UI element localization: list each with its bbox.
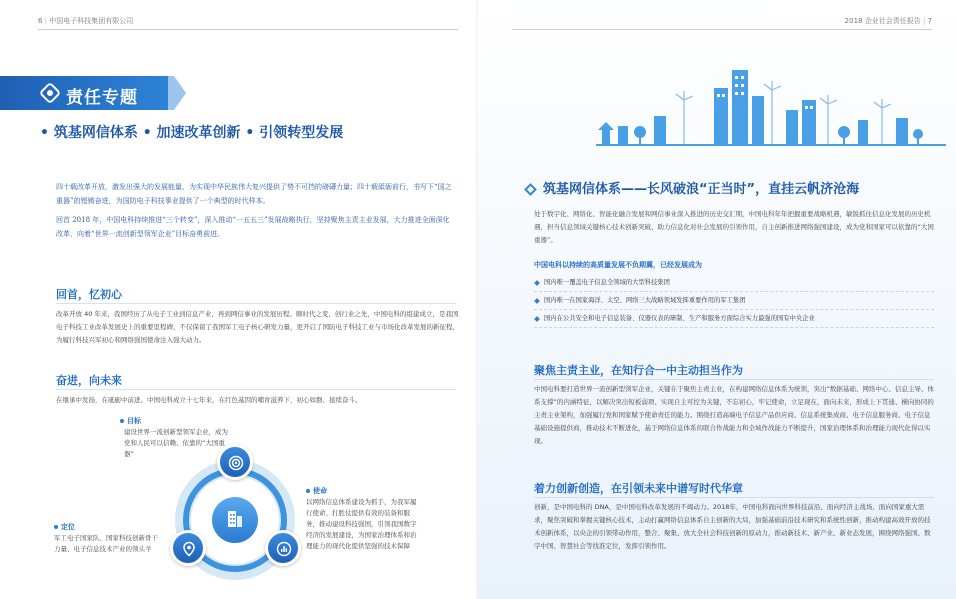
right-intro-body: 处于数字化、网络化、智能化融合发展和网信事业深入推进的历史交汇期，中国电科年年把握重要战略机遇，敏锐抓住信息化发展的历史机遇，担当信息领域关键核心技术创新突破、助力信息化对社会发展的引领作用，自主创新推进网络强国建设，成为党和国家可以依靠的“大国重器”。 [534,210,934,244]
achievement-list [534,274,934,328]
location-pin-icon [170,530,206,566]
intro-paragraph-1: 四十载改革开放，激发出强大的发展能量，为实现中华民族伟大复兴提供了势不可挡的磅礴力量；四十载砥砺前行，书写下“国之重器”的铿锵奋进，为国防电子科技事业提供了一个典型的时代样本。 [56,183,452,205]
position-text: 军工电子国家队、国家科技创新骨干力量、电子信息技术产业的领头羊 [54,534,158,553]
list-item: 国内唯一覆盖电子信息全领域的大型科技集团 [534,274,934,292]
position-title: 定位 [54,522,164,533]
building-icon [225,507,245,529]
organization-name: 中国电子科技集团有限公司 [49,17,134,25]
goal-text: 建设世界一流创新型领军企业，成为党和人民可以信赖、依靠的“大国重器” [124,428,228,458]
left-page-header: 6 | 中国电子科技集团有限公司 [38,16,458,30]
goal-title: 目标 [120,416,230,427]
section-divider [56,389,456,390]
section-body-recall: 改革开放 40 年来，我国经历了从电子工业到信息产业，再到网信事业的发展历程。顺时代之变，创行业之先，中国电科的组建成立，是我国电子科技工业改革发展史上的重要里程碑，不仅保留了我国军工电子核心研发力量，更开启了国防电子科技工业与市场化改革发展的新征程，为履行科技兴军初心和网络强国使命注入强大动力。 [56,310,459,344]
list-item: 国内在公共安全和电子信息装备、仪器仪表的研制、生产和服务方面综合实力最强的国有中央企业 [534,310,934,328]
achievement-subtitle: 中国电科以持续的高质量发展不负期冀，已经发展成为 [534,261,702,269]
section-body-focus: 中国电科要打造世界一流创新型领军企业，关键在于聚焦主责主业，在构建网络信息体系为统领，突出“数据基础、网络中心、信息主导、体系支撑”的内涵特征，以解决突出短板弱项、实现自主可控为关键，不忘初心，牢记使命，立足现在，面向未来，形成上下贯通、横向协同的主责主业架构，加强履行党和国家赋予使命责任的能力。围绕打造高端电子信息产品供应商、信息系统集成商、电子信息服务商、电子信息基础设施提供商，推动技术不断进化，基于网络信息体系的联合作战能力和全域作战能力不断提升，国家治理体系和治理能力现代化得以实现。 [534,385,934,445]
page-number: 6 [38,17,43,25]
section-title-forward: 奋进，向未来 [56,374,122,387]
section-title-innovation: 着力创新创造，在引领未来中谱写时代华章 [534,482,743,495]
list-item: 国内唯一在国家海洋、太空、网络三大战略领域发挥重要作用的军工集团 [534,292,934,310]
section-body-innovation: 创新，是中国电科的 DNA，是中国电科改革发展的不竭动力。2018年，中国电科面向世界科技前沿、面向经济主战场、面向国家重大需求，聚焦突破和掌握关键核心技术，主动打赢网络信息体系自主创新的大局，加强基础前沿技术研究和系统性创新，推动构建高效开放的技术创新体系，以央企的引领带动作用，整合、聚集、放大全社会科技创新的原动力，推动新技术、新产业、新业态发展，围绕网络强国、数字中国、智慧社会等找准定位，发挥引领作用。 [534,503,931,550]
report-title: 2018 企业社会责任报告 [844,17,921,25]
diamond-icon [524,183,537,196]
page-subtitle: • 筑基网信体系 • 加速改革创新 • 引领转型发展 [40,125,344,141]
section-body-forward: 在继承中发扬，在砥砺中前进。中国电科成立十七年来，在红色基因的哺育滋养下，初心如磐、接续奋斗。 [56,396,362,404]
intro-paragraph-2: 回首 2018 年，中国电科持续推进“三个转变”，深入推动“一五五三”发展战略执行，坚持聚焦主责主业发展，大力推进全面深化改革，向着“世界一流创新型领军企业”目标奋勇前进。 [56,216,450,238]
diagram-label-mission [306,486,418,552]
diagram-label-position [54,522,164,555]
section-title-focus: 聚焦主责主业，在知行合一中主动担当作为 [534,364,743,377]
mission-title: 使命 [306,486,418,497]
right-page [478,0,956,599]
section-divider [56,303,456,304]
section-divider [534,379,934,380]
chart-icon [265,530,301,566]
section-divider [534,497,934,498]
right-page-header: 2018 企业社会责任报告 | 7 [512,16,932,30]
right-section-title [526,178,859,197]
right-title-text: 筑基网信体系——长风破浪“正当时”，直挂云帆济沧海 [543,182,860,197]
banner-stripe [168,76,186,110]
city-skyline-illustration [596,60,946,148]
banner-title: 责任专题 [66,88,138,108]
diagram-label-goal [120,416,230,460]
section-title-recall: 回首，忆初心 [56,288,122,301]
mission-text: 以网络信息体系建设为抓手，为我军履行使命、打胜仗提供有效的装备和服务，推动建设科技强国，引领我国数字经济的发展建设，为国家治理体系和治理能力的现代化提供坚强的技术保障 [306,498,417,550]
goal-diagram [54,417,420,599]
page-number: 7 [927,17,932,25]
intro-text [56,180,456,246]
